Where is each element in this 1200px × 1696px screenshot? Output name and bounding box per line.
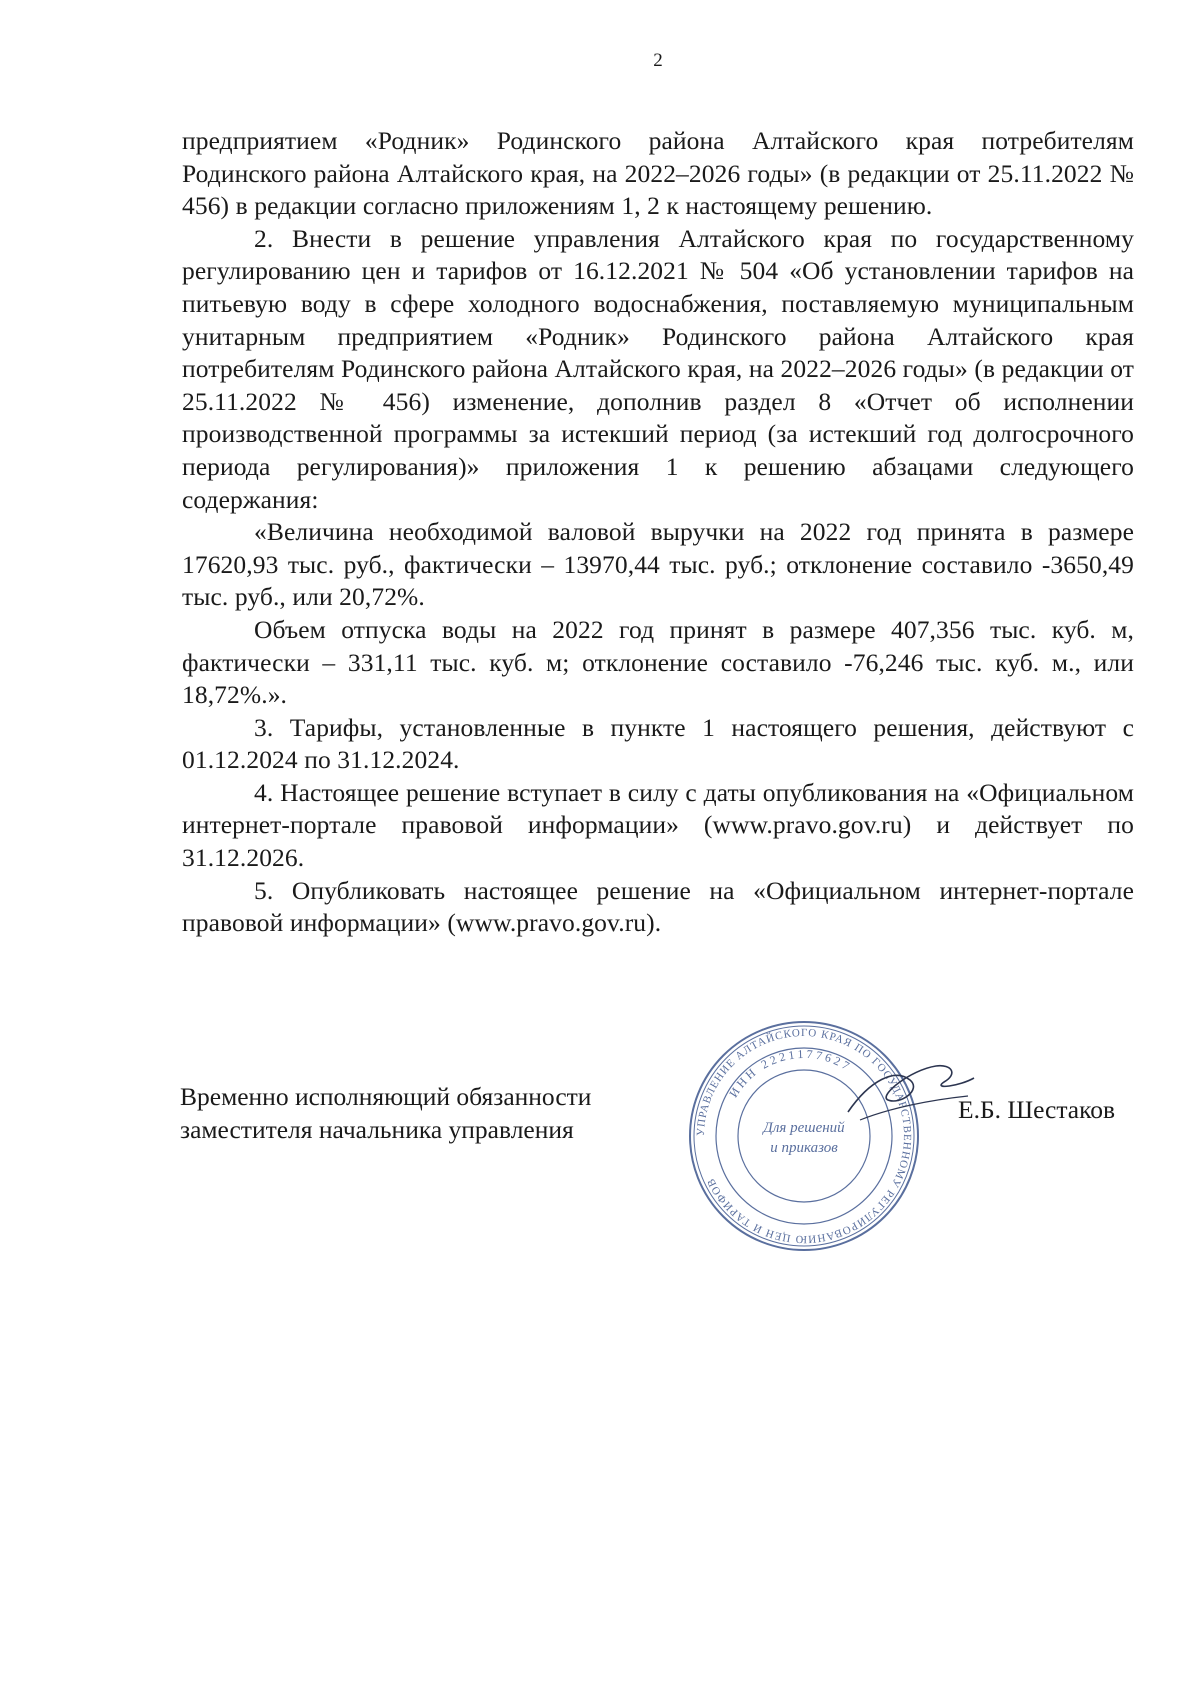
paragraph-item-3: 3. Тарифы, установленные в пункте 1 настоящего решения, действуют с 01.12.2024 по 31.12.2024. bbox=[182, 712, 1134, 775]
signatory-position-line2: заместителя начальника управления bbox=[180, 1115, 574, 1144]
signatory-position-line1: Временно исполняющий обязанности bbox=[180, 1082, 592, 1111]
page-number: 2 bbox=[653, 50, 663, 71]
seal-inn-text: ИНН 2221177627 bbox=[726, 1046, 855, 1100]
signatory-name: Е.Б. Шестаков bbox=[958, 1095, 1115, 1124]
seal-center-line1: Для решений bbox=[763, 1120, 845, 1136]
paragraph-item-5: 5. Опубликовать настоящее решение на «Официальном интернет-портале правовой информации» (www.pravo.gov.ru). bbox=[182, 875, 1134, 938]
document-body bbox=[182, 125, 1134, 940]
paragraph-quote-revenue: «Величина необходимой валовой выручки на 2022 год принята в размере 17620,93 тыс. руб., фактически – 13970,44 тыс. руб.; отклонение составило -3650,49 тыс. руб., или 20,72%. bbox=[182, 517, 1134, 612]
paragraph-item-2: 2. Внести в решение управления Алтайского края по государственному регулированию цен и тарифов от 16.12.2021 № 504 «Об установлении тарифов на питьевую воду в сфере холодного водоснабжения, поставляемую муниципальным унитарным предприятием «Родник» Родинского района Алтайского края потребителям Родинского района Алтайского края, на 2022–2026 годы» (в редакции от 25.11.2022 № 456) изменение, дополнив раздел 8 «Отчет об исполнении производственной программы за истекший период (за истекший год долгосрочного периода регулирования)» приложения 1 к решению абзацами следующего содержания: bbox=[182, 223, 1134, 514]
seal-center-line2: и приказов bbox=[770, 1140, 838, 1156]
paragraph-quote-volume: Объем отпуска воды на 2022 год принят в размере 407,356 тыс. куб. м, фактически – 331,11 тыс. куб. м; отклонение составило -76,246 тыс. куб. м., или 18,72%.». bbox=[182, 614, 1134, 710]
paragraph-continuation: предприятием «Родник» Родинского района Алтайского края потребителям Родинского района Алтайского края, на 2022–2026 годы» (в редакции от 25.11.2022 № 456) в редакции согласно приложениям 1, 2 к настоящему решению. bbox=[182, 126, 1134, 221]
seal-outer-text: УПРАВЛЕНИЕ АЛТАЙСКОГО КРАЯ ПО ГОСУДАРСТВЕННОМУ РЕГУЛИРОВАНИЮ ЦЕН И ТАРИФОВ bbox=[694, 1026, 914, 1246]
paragraph-item-4: 4. Настоящее решение вступает в силу с даты опубликования на «Официальном интернет-портале правовой информации» (www.pravo.gov.ru) и действует по 31.12.2026. bbox=[182, 777, 1134, 873]
signatory-position bbox=[180, 1080, 591, 1146]
